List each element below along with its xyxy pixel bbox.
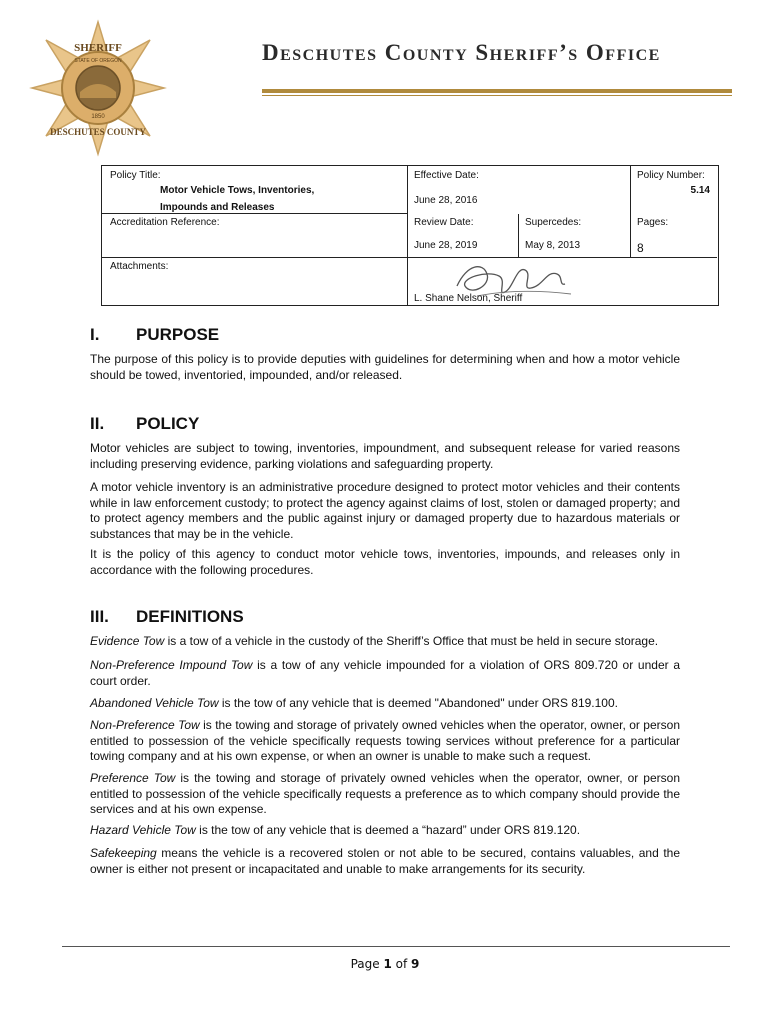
badge-bottom-text: DESCHUTES COUNTY bbox=[50, 127, 146, 137]
policy-title-line1: Motor Vehicle Tows, Inventories, bbox=[160, 185, 315, 196]
section-policy-heading bbox=[90, 414, 199, 434]
badge-ring-text: STATE OF OREGON bbox=[74, 58, 122, 64]
section-policy-title: POLICY bbox=[136, 414, 200, 433]
definition-item bbox=[90, 846, 680, 877]
policy-paragraph-2: A motor vehicle inventory is an administrative procedure designed to protect motor vehicles and their contents while in law enforcement custody; to protect the agency against claims of lost, stolen or damaged property; and to protect agency members and the public against injury or damaged property due to hazardous materials or substances that may be in the vehicle. bbox=[90, 480, 680, 541]
definition-item bbox=[90, 718, 680, 765]
header-rule-thin bbox=[262, 95, 732, 96]
header-rule bbox=[262, 89, 732, 93]
definition-term: Hazard Vehicle Tow bbox=[90, 823, 196, 837]
policy-info-table bbox=[101, 165, 719, 306]
policy-paragraph-1: Motor vehicles are subject to towing, inventories, impoundment, and subsequent release for varied reasons including preserving evidence, parking violations and safeguarding property. bbox=[90, 441, 680, 471]
pages-label: Pages: bbox=[637, 217, 669, 228]
badge-year: 1850 bbox=[91, 114, 105, 120]
definition-item bbox=[90, 823, 680, 839]
review-date-value: June 28, 2019 bbox=[414, 240, 478, 251]
signer-name: L. Shane Nelson, Sheriff bbox=[414, 293, 523, 304]
definition-item bbox=[90, 658, 680, 689]
definition-term: Safekeeping bbox=[90, 846, 157, 860]
section-purpose-num: I. bbox=[90, 325, 100, 344]
section-definitions-heading bbox=[90, 607, 244, 627]
definition-term: Non-Preference Impound Tow bbox=[90, 658, 253, 672]
definition-text: is a tow of a vehicle in the custody of the Sheriff’s Office that must be held in secure storage. bbox=[164, 634, 659, 648]
supercedes-value: May 8, 2013 bbox=[525, 240, 581, 251]
definition-text: is the towing and storage of privately owned vehicles when the operator, owner, or person entitled to possession of the vehicle specifically requests towing services without preference for a particular towing company and at his own expense, or when an owner is unable to make such a request. bbox=[90, 718, 680, 763]
definition-text: is a tow of any vehicle impounded for a violation of ORS 809.720 or under a court order. bbox=[90, 658, 680, 688]
definition-term: Evidence Tow bbox=[90, 634, 165, 648]
accreditation-label: Accreditation Reference: bbox=[110, 217, 220, 228]
policy-paragraph-3: It is the policy of this agency to conduct motor vehicle tows, inventories, impounds, and releases only in accordance with the following procedures. bbox=[90, 547, 680, 577]
purpose-paragraph: The purpose of this policy is to provide deputies with guidelines for determining when and how a motor vehicle should be towed, inventoried, impounded, and/or released. bbox=[90, 352, 680, 382]
pages-value: 8 bbox=[637, 241, 644, 255]
definition-text: is the towing and storage of privately owned vehicles when the operator, owner, or person entitled to possession of the vehicle specifically requests a preference as to which company should provide the services and at his own expense. bbox=[90, 771, 681, 816]
definition-item bbox=[90, 696, 680, 712]
section-definitions-title: DEFINITIONS bbox=[136, 607, 244, 626]
definition-text: is the tow of any vehicle that is deemed "Abandoned" under ORS 819.100. bbox=[218, 696, 618, 710]
policy-title-label: Policy Title: bbox=[110, 170, 161, 181]
section-policy-num: II. bbox=[90, 414, 105, 433]
page-number: Page 1 of 9 bbox=[350, 957, 420, 971]
footer-rule bbox=[62, 946, 730, 947]
definition-term: Preference Tow bbox=[90, 771, 176, 785]
effective-date-label: Effective Date: bbox=[414, 170, 479, 181]
section-purpose-title: PURPOSE bbox=[136, 325, 220, 344]
policy-number-label: Policy Number: bbox=[637, 170, 705, 181]
definition-term: Non-Preference Tow bbox=[90, 718, 200, 732]
section-purpose-heading bbox=[90, 325, 219, 345]
definition-text: means the vehicle is a recovered stolen or not able to be secured, contains valuables, and the owner is either not present or incapacitated and unable to make arrangements for its security. bbox=[90, 846, 680, 876]
review-date-label: Review Date: bbox=[414, 217, 474, 228]
effective-date-value: June 28, 2016 bbox=[414, 195, 478, 206]
policy-title-line2: Impounds and Releases bbox=[160, 202, 275, 213]
policy-number-value: 5.14 bbox=[690, 185, 710, 196]
badge-top-text: SHERIFF bbox=[74, 42, 122, 54]
sheriff-badge-logo bbox=[28, 18, 168, 158]
org-name: Deschutes County Sheriff’s Office bbox=[262, 40, 661, 65]
supercedes-label: Supercedes: bbox=[525, 217, 582, 228]
attachments-label: Attachments: bbox=[110, 261, 169, 272]
section-definitions-num: III. bbox=[90, 607, 109, 626]
definition-item bbox=[90, 771, 680, 818]
definition-item bbox=[90, 634, 680, 650]
definition-term: Abandoned Vehicle Tow bbox=[90, 696, 219, 710]
definition-text: is the tow of any vehicle that is deemed a “hazard” under ORS 819.120. bbox=[195, 823, 581, 837]
